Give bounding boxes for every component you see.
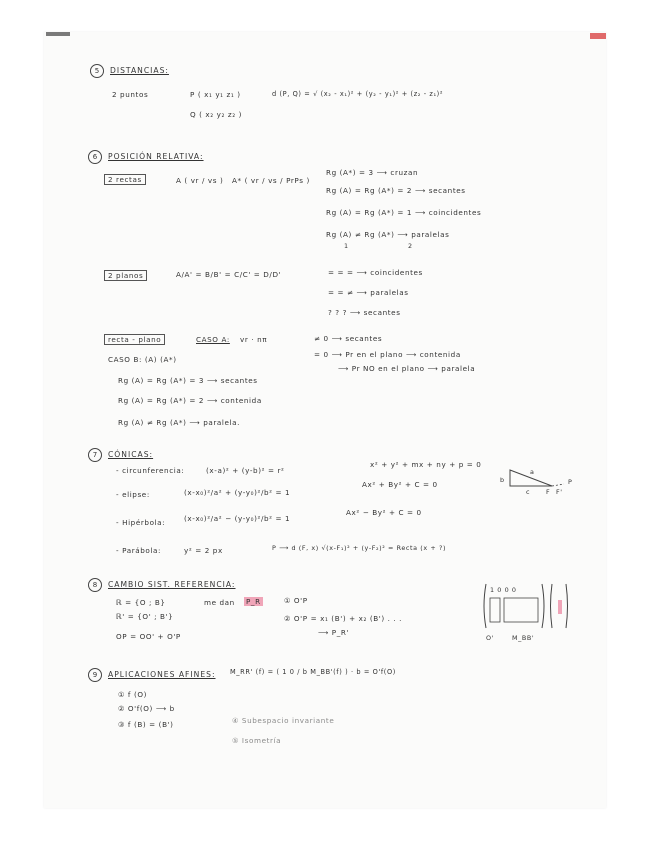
conic-eq-elipse: (x-x₀)²/a² + (y-y₀)²/b² = 1 — [184, 488, 291, 497]
affine-extra-1: ④ Subespacio invariante — [232, 716, 335, 725]
planos-label: 2 planos — [104, 270, 147, 281]
conic-name-elipse: - elipse: — [116, 490, 150, 499]
me-dan-text: me dan — [204, 598, 235, 607]
affine-item-1: ① f (O) — [118, 690, 148, 699]
tri-label-b: b — [500, 476, 505, 484]
page-corner-mark — [46, 32, 70, 36]
caso-a-label: CASO A: — [196, 335, 230, 344]
op-equation: OP = OO' + O'P — [116, 632, 181, 641]
affine-formula: M_RR' (f) = ( 1 0 / b M_BB'(f) ) · b = O'f(O) — [230, 668, 396, 676]
caso-a-expr: vr · nπ — [240, 335, 268, 344]
matrix-a-star: A* ( vr / vs / PrPs ) — [232, 176, 310, 185]
recta-plano-label: recta - plano — [104, 334, 165, 345]
tri-label-p: P — [568, 478, 573, 486]
planos-row-2: = = ≠ ⟶ paralelas — [328, 288, 409, 297]
conic-name-hiperbola: - Hipérbola: — [116, 518, 166, 527]
pr-highlight: P_R — [246, 597, 261, 606]
conic-gen-parabola: P ⟶ d (F, x) √(x-F₁)² + (y-F₂)² = Recta (x + ?) — [272, 544, 447, 552]
section-title-posicion: POSICIÓN RELATIVA: — [108, 152, 204, 161]
distance-label: 2 puntos — [112, 90, 149, 99]
conic-eq-circ: (x-a)² + (y-b)² = r² — [206, 466, 285, 475]
rectas-sub-2: 2 — [408, 242, 413, 250]
conic-name-parabola: - Parábola: — [116, 546, 162, 555]
section-title-distancias: DISTANCIAS: — [110, 66, 169, 75]
pr-prime-arrow: ⟶ P_R' — [318, 628, 350, 637]
matrix-top-row: 1 0 0 0 — [490, 586, 517, 594]
section-number-7: 7 — [88, 448, 102, 462]
planos-row-3: ? ? ? ⟶ secantes — [328, 308, 401, 317]
conic-eq-hiperbola: (x-x₀)²/a² − (y-y₀)²/b² = 1 — [184, 514, 291, 523]
matrix-mbb-label: M_BB' — [512, 634, 535, 642]
section-title-conicas: CÓNICAS: — [108, 450, 154, 459]
matrix-a: A ( vr / vs ) — [176, 176, 224, 185]
section-number-5: 5 — [90, 64, 104, 78]
step-2: ② O'P = x₁ (B') + x₂ (B') . . . — [284, 614, 403, 623]
conic-eq-parabola: y² = 2 px — [184, 546, 223, 555]
planos-row-1: = = = ⟶ coincidentes — [328, 268, 423, 277]
affine-item-2: ② O'f(O) ⟶ b — [118, 704, 175, 713]
reference-r: ℝ = {O ; B} — [116, 598, 166, 607]
tri-label-a: a — [530, 468, 535, 476]
caso-a-row-1: ≠ 0 ⟶ secantes — [314, 334, 383, 343]
section-number-8: 8 — [88, 578, 102, 592]
rectas-label: 2 rectas — [104, 174, 146, 185]
rectas-row-3: Rg (A) = Rg (A*) = 1 ⟶ coincidentes — [326, 208, 482, 217]
conic-gen-elipse: Ax² + By² + C = 0 — [362, 480, 438, 489]
tri-label-fp: F' — [556, 488, 563, 496]
affine-item-3: ③ f (B) = (B') — [118, 720, 174, 729]
rectas-row-2: Rg (A) = Rg (A*) = 2 ⟶ secantes — [326, 186, 466, 195]
caso-b-label: CASO B: (A) (A*) — [108, 355, 177, 364]
section-number-6: 6 — [88, 150, 102, 164]
conic-gen-hiperbola: Ax² − By² + C = 0 — [346, 508, 422, 517]
rectas-row-4: Rg (A) ≠ Rg (A*) ⟶ paralelas — [326, 230, 450, 239]
caso-a-row-3: ⟶ Pr NO en el plano ⟶ paralela — [338, 364, 476, 373]
caso-b-row-2: Rg (A) = Rg (A*) = 2 ⟶ contenida — [118, 396, 262, 405]
rectas-sub-1: 1 — [344, 242, 349, 250]
step-1: ① O'P — [284, 596, 308, 605]
tri-label-c: c — [526, 488, 531, 496]
caso-a-row-2: = 0 ⟶ Pr en el plano ⟶ contenida — [314, 350, 461, 359]
distance-formula: d (P, Q) = √ (x₂ - x₁)² + (y₂ - y₁)² + (z₂ - z₁)² — [272, 90, 444, 98]
point-q: Q ( x₂ y₂ z₂ ) — [190, 110, 243, 119]
tri-label-f: F — [546, 488, 551, 496]
planos-ratio: A/A' = B/B' = C/C' = D/D' — [176, 270, 282, 279]
point-p: P ( x₁ y₁ z₁ ) — [190, 90, 241, 99]
affine-extra-2: ⑤ Isometría — [232, 736, 282, 745]
section-number-9: 9 — [88, 668, 102, 682]
reference-r-prime: ℝ' = {O' ; B'} — [116, 612, 174, 621]
conic-gen-circ: x² + y² + mx + ny + p = 0 — [370, 460, 482, 469]
matrix-o-label: O' — [486, 634, 494, 642]
page-corner-tab — [590, 33, 606, 39]
caso-b-row-1: Rg (A) = Rg (A*) = 3 ⟶ secantes — [118, 376, 258, 385]
caso-b-row-3: Rg (A) ≠ Rg (A*) ⟶ paralela. — [118, 418, 241, 427]
section-title-aplicaciones: APLICACIONES AFINES: — [108, 670, 216, 679]
rectas-row-1: Rg (A*) = 3 ⟶ cruzan — [326, 168, 419, 177]
section-title-cambio: CAMBIO SIST. REFERENCIA: — [108, 580, 236, 589]
conic-name-circ: - circunferencia: — [116, 466, 185, 475]
